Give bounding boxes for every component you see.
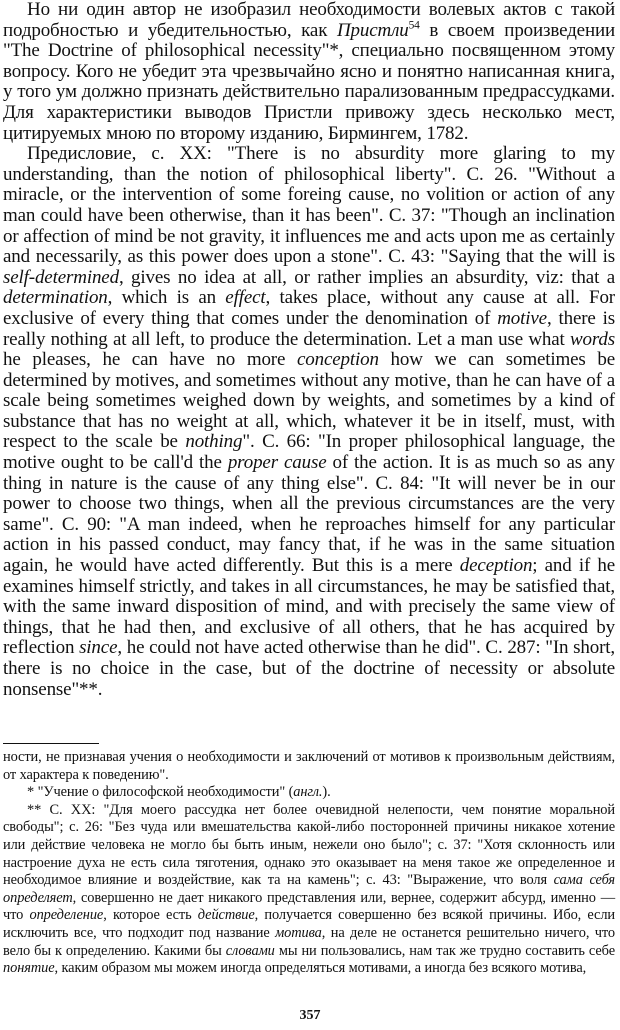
paragraph-priestley-intro: Но ни один автор не изобразил необходимости волевых актов с такой подробностью и убедительностью, как Пристли$^{54}$ в своем произведении "The Doctrine of philosophical necessity"*, специально посвященном этому вопросу. Кого не убедит эта чрезвычайно ясно и понятно написанная книга, у того ум должно признать действительно парализованным предрассудками. Для характеристики выводов Пристли привожу здесь несколько мест, цитируемых мною по второму изданию, Бирмингем, 1782.: [3, 0, 615, 144]
main-text: [3, 0, 615, 700]
footnotes: [3, 749, 615, 978]
paragraph-quotations: Предисловие, с. XX: "There is no absurdity more glaring to my understanding, than the notion of philosophical liberty". С. 26. "Without a miracle, or the intervention of some foreing cause, no volition or action of any man could have been otherwise, than it has been". С. 37: "Though an inclination or affection of mind be not gravity, it influences me and acts upon me as certainly and necessarily, as this power does upon a stone". С. 43: "Saying that the will is self-determined, gives no idea at all, or rather implies an absurdity, viz: that a determination, which is an effect, takes place, without any cause at all. For exclusive of every thing that comes under the denomination of motive, there is really nothing at all left, to produce the determination. Let a man use what words he pleases, he can have no more conception how we can sometimes be determined by motives, and sometimes without any motive, than he can have of a scale being sometimes weighed down by weights, and sometimes by a kind of substance that has no weight at all, which, whatever it be in itself, must, with respect to the scale be nothing". С. 66: "In proper philosophical language, the motive ought to be call'd the proper cause of the action. It is as much so as any thing in nature is the cause of any thing else". С. 84: "It will never be in our power to choose two things, when all the previous circumstances are the very same". С. 90: "A man indeed, when he reproaches himself for any particular action in his passed conduct, may fancy that, if he was in the same situation again, he would have acted differently. But this is a mere deception; and if he examines himself strictly, and takes in all circumstances, he may be satisfied that, with the same inward disposition of mind, and with precisely the same view of things, that he had then, and exclusive of all others, that he has acquired by reflection since, he could not have acted otherwise than he did". С. 287: "In short, there is no choice in the case, but of the doctrine of necessity or absolute nonsense"**.: [3, 143, 616, 700]
footnote-double-star: ** С. XX: "Для моего рассудка нет более очевидной нелепости, чем понятие моральной свободы"; с. 26: "Без чуда или вмешательства какой-либо посторонней причины никакое хотение или действие человека не могло бы быть иным, нежели оно было"; с. 37: "Хотя склонность или настроение духа не есть сила тяготения, однако это оказывает на меня такое же определенное и необходимое влияние и воздействие, как та на камень"; с. 43: "Выражение, что воля сама себя определяет, совершенно не дает никакого представления или, вернее, содержит абсурд, именно — что определение, которое есть действие, получается совершенно без всякой причины. Ибо, если исключить все, что подходит под название мотива, на деле не останется решительно ничего, что вело бы к определению. Какими бы словами мы ни пользовались, нам так же трудно составить себе понятие, каким образом мы можем иногда определяться мотивами, а иногда без всякого мотива,: [3, 801, 616, 977]
reference-mark: 54: [408, 19, 420, 32]
footnote-divider: [3, 743, 99, 744]
footnote-continuation: ности, не признавая учения о необходимости и заключений от мотивов к произвольным действиям, от характера к поведению".: [3, 749, 615, 783]
footnote-star: * "Учение о философской необходимости" (англ.).: [27, 784, 331, 801]
page-number: 357: [299, 1008, 321, 1023]
author-name: Пристли: [336, 19, 409, 41]
